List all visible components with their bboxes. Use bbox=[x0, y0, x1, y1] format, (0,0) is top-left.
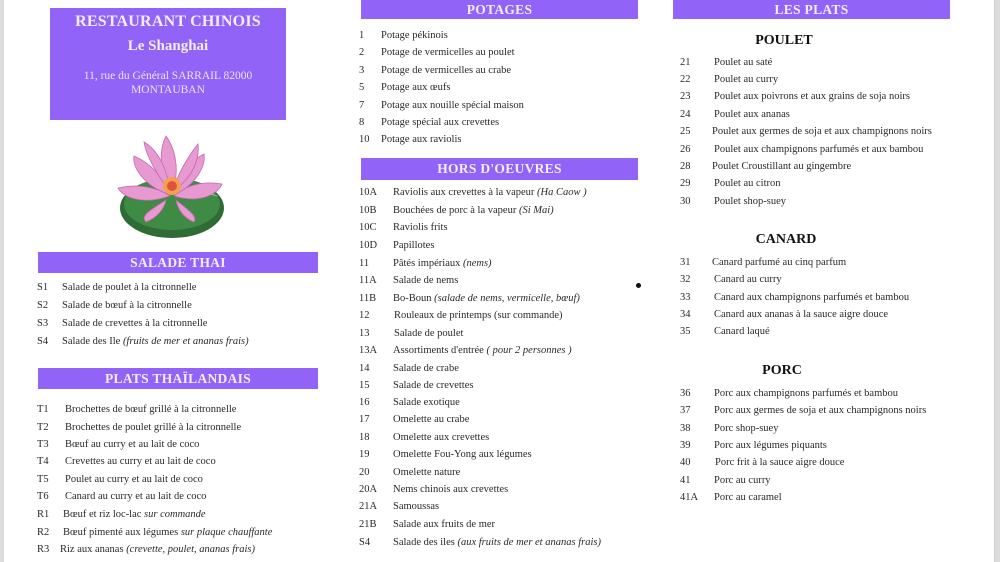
lotus-flower-icon bbox=[110, 126, 230, 244]
subsection-title-porc: PORC bbox=[762, 363, 802, 378]
restaurant-name: Le Shanghai bbox=[127, 38, 209, 54]
section-header-potages: POTAGES bbox=[361, 0, 638, 19]
section-header-salade-thai: SALADE THAI bbox=[38, 252, 318, 273]
scrollbar-track[interactable] bbox=[994, 0, 1000, 562]
address: 11, rue du Général SARRAIL 82000 MONTAUBAN bbox=[83, 70, 253, 96]
bullet-dot bbox=[636, 283, 641, 288]
page-edge-left bbox=[0, 0, 4, 562]
restaurant-type: RESTAURANT CHINOIS bbox=[75, 13, 261, 30]
section-header-hors-doeuvres: HORS D'OEUVRES bbox=[361, 158, 638, 180]
subsection-title-canard: CANARD bbox=[755, 232, 817, 247]
subsection-title-poulet: POULET bbox=[755, 33, 813, 48]
section-header-les-plats: LES PLATS bbox=[673, 0, 950, 19]
section-header-plats-thailandais: PLATS THAÏLANDAIS bbox=[38, 368, 318, 389]
restaurant-title-box bbox=[50, 8, 286, 120]
